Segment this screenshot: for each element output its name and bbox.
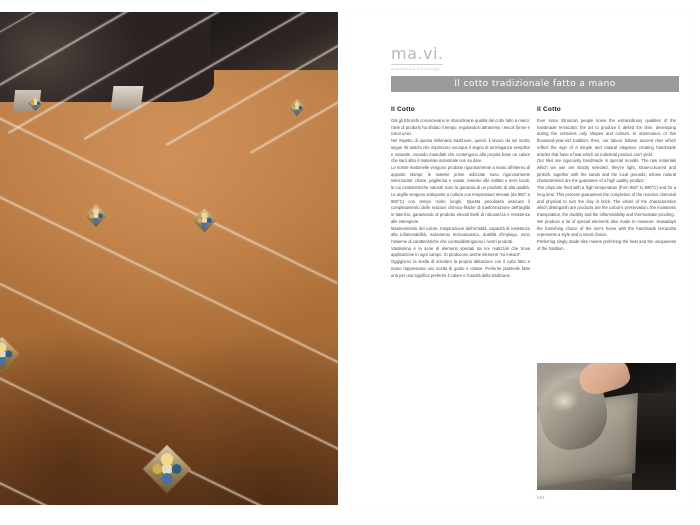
- decorative-inset-tile: [85, 205, 108, 228]
- column-body-english: [537, 118, 676, 252]
- paragraph: Nel rispetto di questa millenaria tradizione, quindi, il lavoro da noi svolto segue riti antichi che imprimono ovunque il segno di un'eleganza semplice e naturale, creando manufatti che contengono alla propria base un calore che sarò altro il materiale industriale non sa dare.: [391, 138, 530, 164]
- paragraph: Le nostre mattonelle vengono prodotte rigorosamente a mano all'interno di appositi stampi; le materie prime utilizzate sono rigorosamente selezionate: chiare, paglierina e rosate, insieme alle sabbie e terre locali, le cui caratteristiche naturali sono la garanzia di un prodotto di alta qualità. Le argille vengono sottoposte a cottura con temperature elevate (da 950° a 980°C) con tempo molto lunghi. Questa peculiarità assicura il completamento delle reazioni chimico-fisiche di trasformazione dell'argilla in laterizio, garantendo al prodotto elevati livelli di robustezza e resistenza alle intemperie.: [391, 165, 530, 224]
- left-page: [0, 12, 338, 505]
- decorative-inset-tile: [192, 208, 216, 232]
- section-banner: [391, 76, 679, 92]
- grout-line: [0, 98, 337, 284]
- right-page: [346, 12, 694, 505]
- terracotta-floor-photo: [0, 12, 338, 505]
- column-heading-italian: Il Cotto: [391, 106, 415, 113]
- grout-line: [0, 498, 338, 505]
- clay-working-hands-photo: [537, 363, 676, 490]
- column-heading-english: Il Cotto: [537, 106, 561, 113]
- decorative-inset-tile: [289, 100, 306, 117]
- sofa-shape: [0, 12, 214, 102]
- paragraph: Preferring singly made tiles means preferring the heat and the uniqueness of the tradition.: [537, 238, 676, 251]
- decorative-inset-tile: [0, 337, 19, 371]
- paragraph: Mantenimento del colore, traspirazione dell'umidità, capacità di resistenza alla infiammabilità, isolamento termoacustico, duttilità d'impiego, sono l'insieme di caratteristiche che contraddistinguono i nostri prodotti.: [391, 225, 530, 244]
- clay-photo-shadow-right: [632, 393, 676, 490]
- text-column-english: [537, 106, 676, 252]
- paragraph: Oggigiorno la scelta di arredare la propria abitazione con il cotto fatto a mano rappresenta uno scelta di gusto e classe. Preferire piastrelle fatte una per una significa preferire il calore e l'unicità della tradizione.: [391, 259, 530, 278]
- paragraph: The clays are fired with a high temperature (from 950° to 980°C) and for a long time. This process guarantees the completion of the reaction chemical and physical to turn the clay in brick. The whole of the characteristics which distinguish are products are the colour's preservation, the moistness transpiration, the ductility and the inflammability and thermostatic-proofing.: [537, 185, 676, 218]
- paragraph: Già gli Etruschi conoscevano le straordinarie qualità del cotto fatto a mano: l'arte di produrlo ha sfidato il tempo, regolandosi attraverso i secoli forme e colori unici.: [391, 118, 530, 137]
- wall-shadow: [210, 12, 338, 70]
- column-body-italian: [391, 118, 530, 279]
- text-column-italian: [391, 106, 530, 279]
- paragraph: Ever since Etruscan people knew the extraordinary qualities of the handmade terracotta: the art to produce it defied the time, developing during the centuries only shapes and colours. In observance of this thousand-year-old tradition, then, our labour follows ancient rites which reflect the sign of a simple and natural elegance creating handmade articles that have a heat which an industrial product can't yield.: [537, 118, 676, 157]
- grout-line: [0, 234, 338, 455]
- page-number: 184: [537, 495, 545, 500]
- section-banner-text: Il cotto tradizionale fatto a mano: [454, 79, 616, 89]
- paragraph: Vastissima è la serie di elementi speciali da noi realizzati che trova applicazione in ogni campo. Si producono anche elementi "su misura".: [391, 245, 530, 258]
- brand-logo: [391, 44, 443, 71]
- brand-logo-wordmark: ma.vi.: [391, 44, 444, 63]
- paragraph: We produce a lot of special elements also made to measure. Nowadays the furnishing choice of the one's home with the handmade terracotta represents a style and a smart choice.: [537, 218, 676, 238]
- paragraph: Our tiles are rigorously handmade in special moulds. The raw materials which we use are strictly selected, they're light, straw-coloured and pinkish, together with the sands and the local grounds, whose natural characteristics are the guarantee of a high quality product.: [537, 158, 676, 184]
- grout-line: [0, 162, 338, 365]
- brand-logo-subtitle: manifattura vietrinaggi: [391, 67, 441, 71]
